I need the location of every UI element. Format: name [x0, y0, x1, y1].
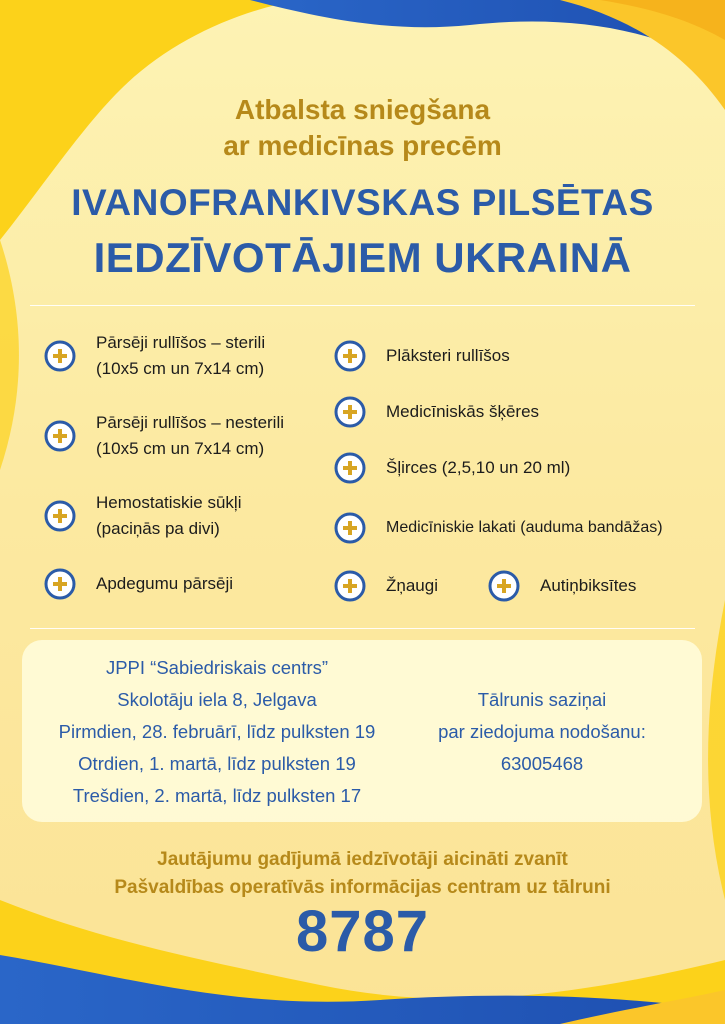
plus-circle-icon [44, 340, 76, 372]
plus-circle-icon [44, 500, 76, 532]
contact-line-2: par ziedojuma nodošanu: [438, 721, 646, 742]
schedule-day-1: Pirmdien, 28. februārī, līdz pulksten 19 [58, 721, 376, 742]
list-item [334, 340, 510, 372]
footer-line-1: Jautājumu gadījumā iedzīvotāji aicināti zvanīt [157, 849, 568, 870]
plus-circle-icon [334, 340, 366, 372]
list-item [44, 490, 242, 542]
plus-circle-icon [488, 570, 520, 602]
schedule-day-3: Trešdien, 2. martā, līdz pulksten 17 [72, 785, 362, 806]
list-item [334, 512, 663, 544]
list-item [334, 396, 539, 428]
divider-top [30, 305, 695, 306]
list-item [44, 330, 265, 382]
plus-circle-icon [334, 396, 366, 428]
plus-circle-icon [334, 452, 366, 484]
contact-line-1: Tālrunis saziņai [477, 689, 607, 710]
subtitle-line-1: Atbalsta sniegšana [234, 94, 491, 125]
divider-bottom [30, 628, 695, 629]
item-name: Medicīniskie lakati (auduma bandāžas) [386, 519, 663, 536]
info-panel [22, 640, 702, 822]
list-item [334, 570, 438, 602]
item-name: Plāksteri rullīšos [386, 346, 510, 365]
contact-phone: 63005468 [500, 753, 584, 774]
list-item [488, 570, 636, 602]
item-detail: (10x5 cm un 7x14 cm) [96, 439, 265, 458]
item-name: Medicīniskās šķēres [386, 402, 540, 421]
schedule-day-2: Otrdien, 1. martā, līdz pulksten 19 [78, 753, 356, 774]
plus-circle-icon [334, 570, 366, 602]
subtitle-line-2: ar medicīnas precēm [223, 130, 502, 161]
plus-circle-icon [334, 512, 366, 544]
item-name: Hemostatiskie sūkļi [96, 493, 242, 512]
title-line-2: IEDZĪVOTĀJIEM UKRAINĀ [93, 234, 632, 281]
title-line-1: IVANOFRANKIVSKAS PILSĒTAS [71, 182, 654, 223]
list-item [334, 452, 570, 484]
item-name: Apdegumu pārsēji [96, 574, 234, 593]
list-item [44, 568, 233, 600]
item-name: Pārsēji rullīšos – sterili [96, 333, 266, 352]
plus-circle-icon [44, 420, 76, 452]
item-name: Žņaugi [386, 576, 438, 595]
footer-line-2: Pašvaldības operatīvās informācijas centram uz tālruni [114, 877, 611, 898]
item-name: Pārsēji rullīšos – nesterili [96, 413, 285, 432]
item-detail: (paciņās pa divi) [96, 519, 220, 538]
location-info [32, 652, 402, 812]
item-name: Šļirces (2,5,10 un 20 ml) [386, 458, 571, 477]
hotline-number: 8787 [295, 899, 430, 964]
organization-name: JPPI “Sabiedriskais centrs” [105, 657, 329, 678]
address: Skolotāju iela 8, Jelgava [117, 689, 317, 710]
contact-info [416, 684, 668, 780]
item-detail: (10x5 cm un 7x14 cm) [96, 359, 265, 378]
item-name: Autiņbiksītes [540, 576, 637, 595]
list-item [44, 410, 284, 462]
plus-circle-icon [44, 568, 76, 600]
